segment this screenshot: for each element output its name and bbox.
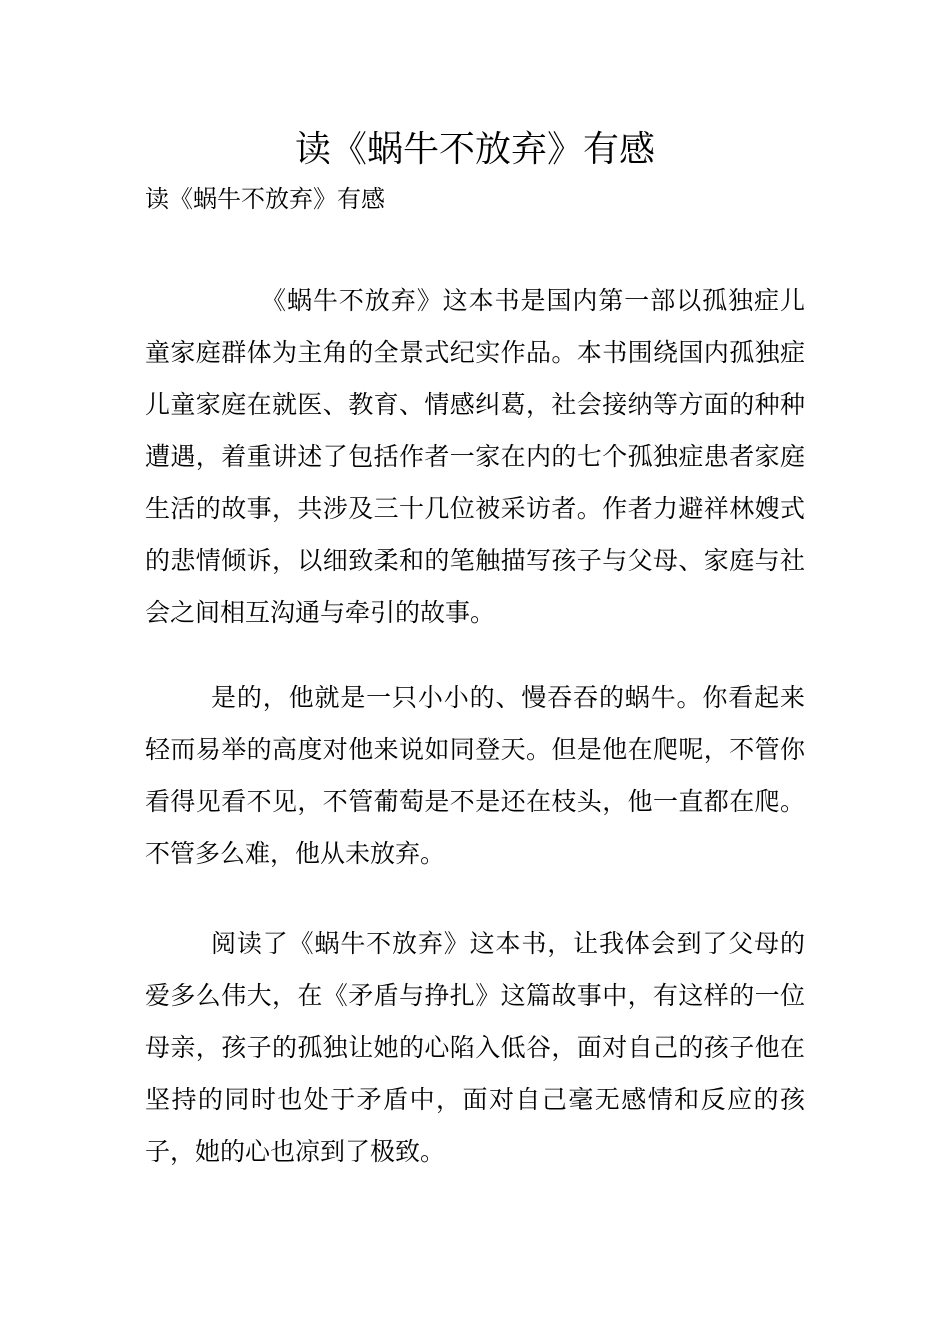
paragraph-3: 阅读了《蜗牛不放弃》这本书，让我体会到了父母的爱多么伟大，在《矛盾与挣扎》这篇故事中，有这样的一位母亲，孩子的孤独让她的心陷入低谷，面对自己的孩子他在坚持的同时也处于矛盾中，面对自己毫无感情和反应的孩子，她的心也凉到了极致。 <box>145 929 805 1166</box>
paragraph-1: 《蜗牛不放弃》这本书是国内第一部以孤独症儿童家庭群体为主角的全景式纪实作品。本书围绕国内孤独症儿童家庭在就医、教育、情感纠葛，社会接纳等方面的种种遭遇，着重讲述了包括作者一家在内的七个孤独症患者家庭生活的故事，共涉及三十几位被采访者。作者力避祥林嫂式的悲情倾诉，以细致柔和的笔触描写孩子与父母、家庭与社会之间相互沟通与牵引的故事。 <box>145 286 805 627</box>
paragraph-2: 是的，他就是一只小小的、慢吞吞的蜗牛。你看起来轻而易举的高度对他来说如同登天。但是他在爬呢，不管你看得见看不见，不管葡萄是不是还在枝头，他一直都在爬。不管多么难，他从未放弃。 <box>145 683 805 868</box>
page-title: 读《蜗牛不放弃》有感 <box>294 129 655 170</box>
page-subtitle: 读《蜗牛不放弃》有感 <box>145 185 385 213</box>
